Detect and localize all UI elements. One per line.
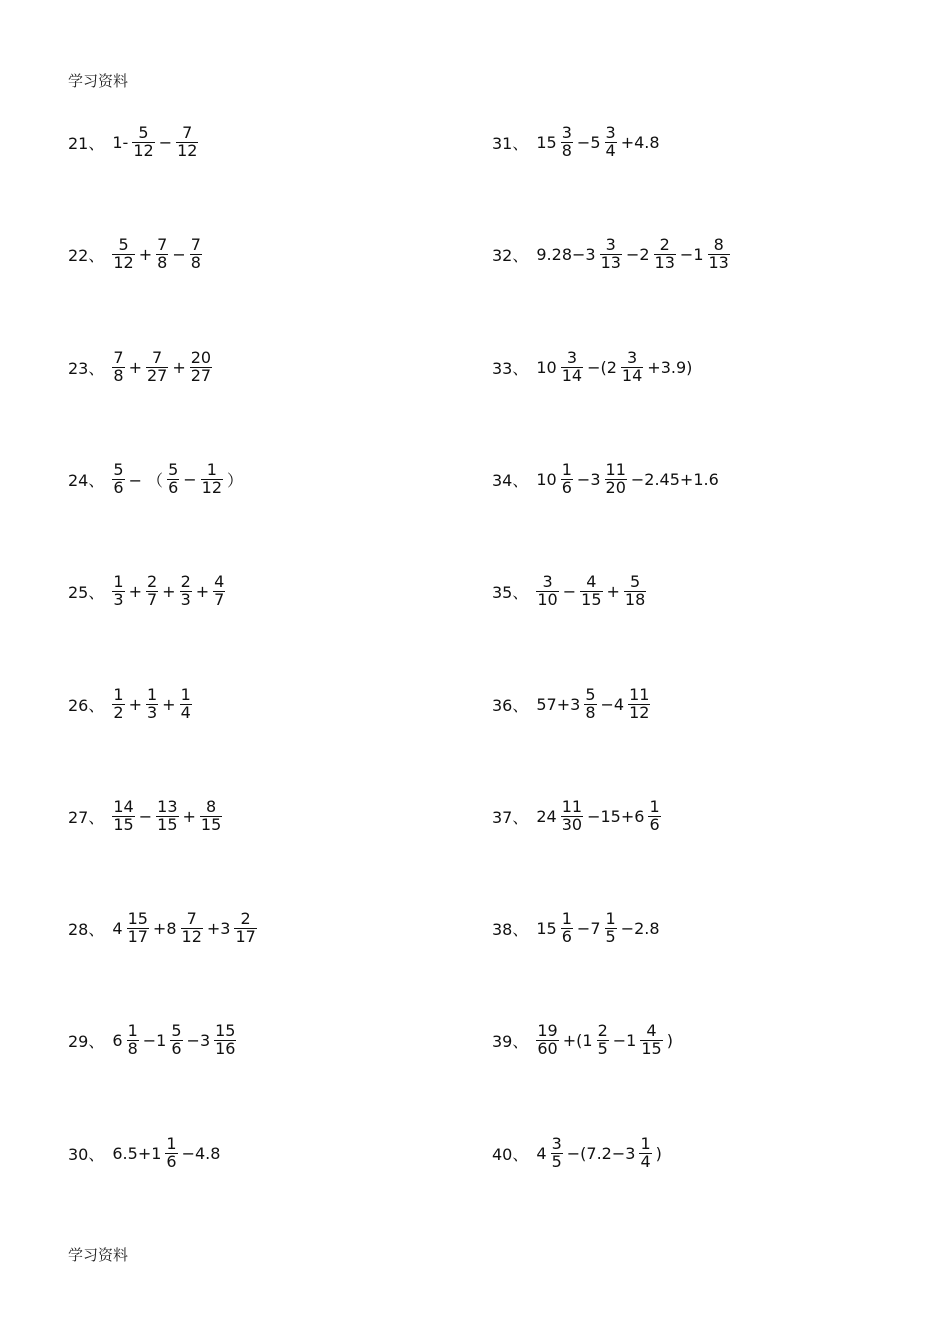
fraction [132,122,154,160]
fraction [201,459,223,497]
expression-text: 10 [536,357,557,377]
fraction-denominator: 16 [215,1038,236,1058]
expression-text: + [172,357,186,377]
expression-text: −4.8 [181,1143,221,1163]
problem-33 [492,337,694,397]
fraction [127,908,149,946]
fraction-denominator: 4 [640,1151,651,1171]
fraction [708,234,730,272]
fraction-denominator: 6 [166,1151,177,1171]
fraction [605,122,617,160]
problem-40 [492,1123,664,1183]
expression-text: −1 [679,244,704,264]
problem-24 [68,449,245,509]
fraction-numerator: 8 [205,796,217,816]
expression-text: −3 [576,469,601,489]
problem-38 [492,898,662,958]
fraction [127,1020,139,1058]
expression-text: −7 [576,918,601,938]
fraction-numerator: 5 [138,122,149,142]
expression-text: 4 [536,1143,547,1163]
fraction-denominator: 13 [600,252,621,272]
fraction-denominator: 13 [654,252,675,272]
fraction [600,234,622,272]
fraction-denominator: 5 [605,926,616,946]
fraction-numerator: 1 [166,1133,177,1153]
fraction-denominator: 7 [146,589,158,609]
fraction-denominator: 10 [537,589,558,609]
fraction-numerator: 5 [168,459,179,479]
problem-number: 38、 [492,919,529,939]
fraction-numerator: 1 [180,684,191,704]
fraction-denominator: 8 [113,365,124,385]
fraction-denominator: 18 [624,589,646,609]
problem-number: 31、 [492,133,529,153]
expression-text: −3 [186,1030,211,1050]
fraction [536,571,558,609]
problem-36 [492,674,652,734]
problem-26 [68,674,194,734]
fraction-denominator: 12 [201,477,223,497]
fraction-numerator: 5 [629,571,641,591]
fraction-numerator: 1 [113,684,124,704]
fraction-numerator: 1 [649,796,660,816]
fraction-numerator: 3 [605,122,616,142]
fraction-numerator: 3 [566,347,577,367]
fraction-denominator: 6 [649,814,660,834]
fraction-numerator: 5 [585,684,596,704]
fraction [561,796,583,834]
expression-text: + [128,357,142,377]
fraction-denominator: 13 [708,252,729,272]
problem-30 [68,1123,222,1183]
fraction [146,684,158,722]
fraction-denominator: 8 [561,140,572,160]
expression-text: −15+6 [587,806,645,826]
fraction-denominator: 27 [146,365,168,385]
expression-text: −2.45+1.6 [630,469,719,489]
fraction [213,571,225,609]
fraction [112,234,134,272]
fraction-numerator: 1 [113,571,124,591]
fraction-denominator: 6 [561,477,572,497]
expression-text: 4 [112,918,123,938]
fraction-numerator: 1 [561,459,572,479]
fraction [654,234,676,272]
problem-number: 30、 [68,1144,105,1164]
expression-text: + [128,694,142,714]
fraction-denominator: 8 [127,1038,138,1058]
fraction-numerator: 4 [586,571,597,591]
fraction [584,684,596,722]
fraction-denominator: 8 [585,702,596,722]
fraction [146,347,168,385]
fraction [200,796,222,834]
expression-text: − [172,244,186,264]
fraction-denominator: 4 [180,702,191,722]
problem-number: 28、 [68,919,105,939]
fraction [190,234,202,272]
fraction [180,684,192,722]
fraction [112,796,134,834]
fraction-numerator: 4 [214,571,225,591]
problem-39 [492,1010,675,1070]
fraction-denominator: 15 [113,814,134,834]
fraction-denominator: 12 [181,926,202,946]
fraction-numerator: 3 [551,1133,562,1153]
expression-text: +3 [206,918,231,938]
fraction-denominator: 15 [581,589,602,609]
problem-number: 26、 [68,695,105,715]
fraction-numerator: 11 [561,796,583,816]
expression-text: ） [227,470,244,490]
problem-number: 23、 [68,358,105,378]
problem-number: 27、 [68,807,105,827]
fraction-numerator: 5 [171,1020,182,1040]
fraction [146,571,158,609]
fraction-numerator: 7 [113,347,124,367]
fraction-denominator: 30 [561,814,583,834]
fraction-denominator: 8 [190,252,201,272]
problem-35 [492,561,648,621]
fraction [112,459,124,497]
fraction-numerator: 7 [152,347,163,367]
expression-text: − （ [128,470,164,490]
fraction-numerator: 11 [629,684,650,704]
expression-text: + [195,581,210,601]
page-header: 学习资料 [68,72,129,90]
expression-text: − [158,132,173,152]
problem-number: 35、 [492,582,529,602]
fraction-numerator: 5 [113,459,124,479]
expression-text: −(2 [587,357,617,377]
expression-text: +3.9) [647,357,693,377]
fraction-denominator: 14 [561,365,583,385]
fraction [605,908,617,946]
problem-37 [492,786,663,846]
fraction [112,571,124,609]
fraction [605,459,627,497]
expression-text: −5 [576,132,601,152]
expression-text: 9.28−3 [536,244,596,264]
fraction-numerator: 2 [240,908,251,928]
expression-text: + [182,806,196,826]
problem-number: 21、 [68,133,105,153]
expression-text: 24 [536,806,557,826]
fraction-numerator: 14 [113,796,134,816]
fraction [156,796,178,834]
fraction-denominator: 17 [235,926,256,946]
fraction-denominator: 15 [200,814,222,834]
expression-text: +(1 [562,1030,593,1050]
fraction [561,459,573,497]
problem-number: 39、 [492,1031,529,1051]
expression-text: 15 [536,132,557,152]
fraction-numerator: 1 [605,908,616,928]
expression-text: 15 [536,918,557,938]
fraction-denominator: 7 [214,589,225,609]
fraction-numerator: 3 [542,571,553,591]
fraction-denominator: 15 [641,1038,662,1058]
fraction [561,122,573,160]
expression-text: +8 [152,918,177,938]
fraction [170,1020,182,1058]
expression-text: + [606,581,620,601]
fraction-denominator: 5 [597,1038,608,1058]
page-footer: 学习资料 [68,1246,129,1264]
fraction-denominator: 12 [177,140,198,160]
problem-29 [68,1010,238,1070]
fraction-denominator: 3 [180,589,191,609]
fraction [648,796,660,834]
fraction [181,908,203,946]
fraction-denominator: 6 [168,477,179,497]
fraction [639,1133,651,1171]
fraction-denominator: 15 [157,814,178,834]
fraction [628,684,650,722]
problem-number: 25、 [68,582,105,602]
problem-34 [492,449,721,509]
fraction-numerator: 2 [180,571,191,591]
expression-text: + [128,581,142,601]
problem-number: 36、 [492,695,529,715]
problem-28 [68,898,259,958]
fraction-numerator: 2 [146,571,158,591]
fraction-numerator: 7 [182,122,193,142]
fraction [112,684,124,722]
fraction [536,1020,558,1058]
fraction-denominator: 3 [113,589,124,609]
fraction [551,1133,563,1171]
expression-text: ) [655,1143,662,1163]
fraction [561,908,573,946]
problem-32 [492,224,732,284]
fraction-denominator: 2 [113,702,124,722]
fraction-numerator: 15 [127,908,148,928]
expression-text: ) [666,1030,673,1050]
fraction [214,1020,236,1058]
expression-text: 1- [112,132,129,152]
expression-text: + [138,244,153,264]
fraction-numerator: 3 [627,347,638,367]
expression-text: − [562,581,577,601]
fraction-numerator: 1 [206,459,217,479]
fraction [190,347,212,385]
fraction-numerator: 3 [605,234,616,254]
fraction-numerator: 5 [118,234,129,254]
expression-text: −2.8 [620,918,660,938]
fraction [580,571,602,609]
problem-number: 37、 [492,807,529,827]
fraction [165,1133,177,1171]
fraction-denominator: 60 [537,1038,558,1058]
expression-text: + [162,694,176,714]
fraction-denominator: 6 [171,1038,182,1058]
fraction [234,908,256,946]
expression-text: −2 [625,244,650,264]
problem-number: 24、 [68,470,105,490]
problem-number: 29、 [68,1031,105,1051]
fraction-numerator: 7 [186,908,197,928]
fraction [621,347,643,385]
fraction [640,1020,662,1058]
fraction-denominator: 12 [133,140,154,160]
fraction-denominator: 12 [113,252,134,272]
expression-text: 6.5+1 [112,1143,162,1163]
fraction-denominator: 20 [605,477,626,497]
fraction-denominator: 17 [127,926,148,946]
fraction [624,571,646,609]
problem-number: 32、 [492,245,529,265]
expression-text: +4.8 [620,132,660,152]
fraction-denominator: 12 [629,702,650,722]
expression-text: −1 [612,1030,637,1050]
fraction-numerator: 7 [190,234,201,254]
fraction-numerator: 11 [605,459,626,479]
problem-23 [68,337,214,397]
expression-text: −1 [142,1030,167,1050]
fraction-numerator: 8 [713,234,724,254]
fraction-denominator: 5 [551,1151,562,1171]
expression-text: − [138,806,153,826]
fraction-numerator: 19 [537,1020,558,1040]
fraction-numerator: 1 [640,1133,651,1153]
problem-number: 34、 [492,470,529,490]
fraction-numerator: 2 [659,234,670,254]
expression-text: 10 [536,469,557,489]
problem-22 [68,224,204,284]
fraction [180,571,192,609]
fraction-numerator: 4 [646,1020,657,1040]
fraction-numerator: 1 [561,908,572,928]
expression-text: 6 [112,1030,123,1050]
expression-text: −4 [600,694,625,714]
fraction [156,234,168,272]
fraction-denominator: 4 [605,140,616,160]
expression-text: −(7.2−3 [566,1143,636,1163]
fraction-numerator: 13 [157,796,178,816]
problem-number: 22、 [68,245,105,265]
fraction-denominator: 6 [561,926,572,946]
expression-text: + [162,581,176,601]
fraction-numerator: 7 [157,234,168,254]
fraction [176,122,198,160]
problem-27 [68,786,224,846]
fraction-numerator: 20 [190,347,212,367]
fraction-numerator: 1 [146,684,158,704]
fraction-numerator: 1 [127,1020,138,1040]
expression-text: 57+3 [536,694,581,714]
fraction-numerator: 2 [597,1020,608,1040]
expression-text: − [183,469,197,489]
problem-21 [68,112,200,172]
fraction [167,459,179,497]
fraction-denominator: 6 [113,477,124,497]
fraction-numerator: 3 [561,122,572,142]
fraction-denominator: 27 [190,365,212,385]
fraction [561,347,583,385]
fraction-numerator: 15 [215,1020,236,1040]
fraction [112,347,124,385]
problem-number: 40、 [492,1144,529,1164]
fraction-denominator: 3 [146,702,158,722]
problem-25 [68,561,227,621]
problem-number: 33、 [492,358,529,378]
problem-31 [492,112,662,172]
fraction-denominator: 14 [621,365,643,385]
fraction [597,1020,609,1058]
fraction-denominator: 8 [157,252,168,272]
